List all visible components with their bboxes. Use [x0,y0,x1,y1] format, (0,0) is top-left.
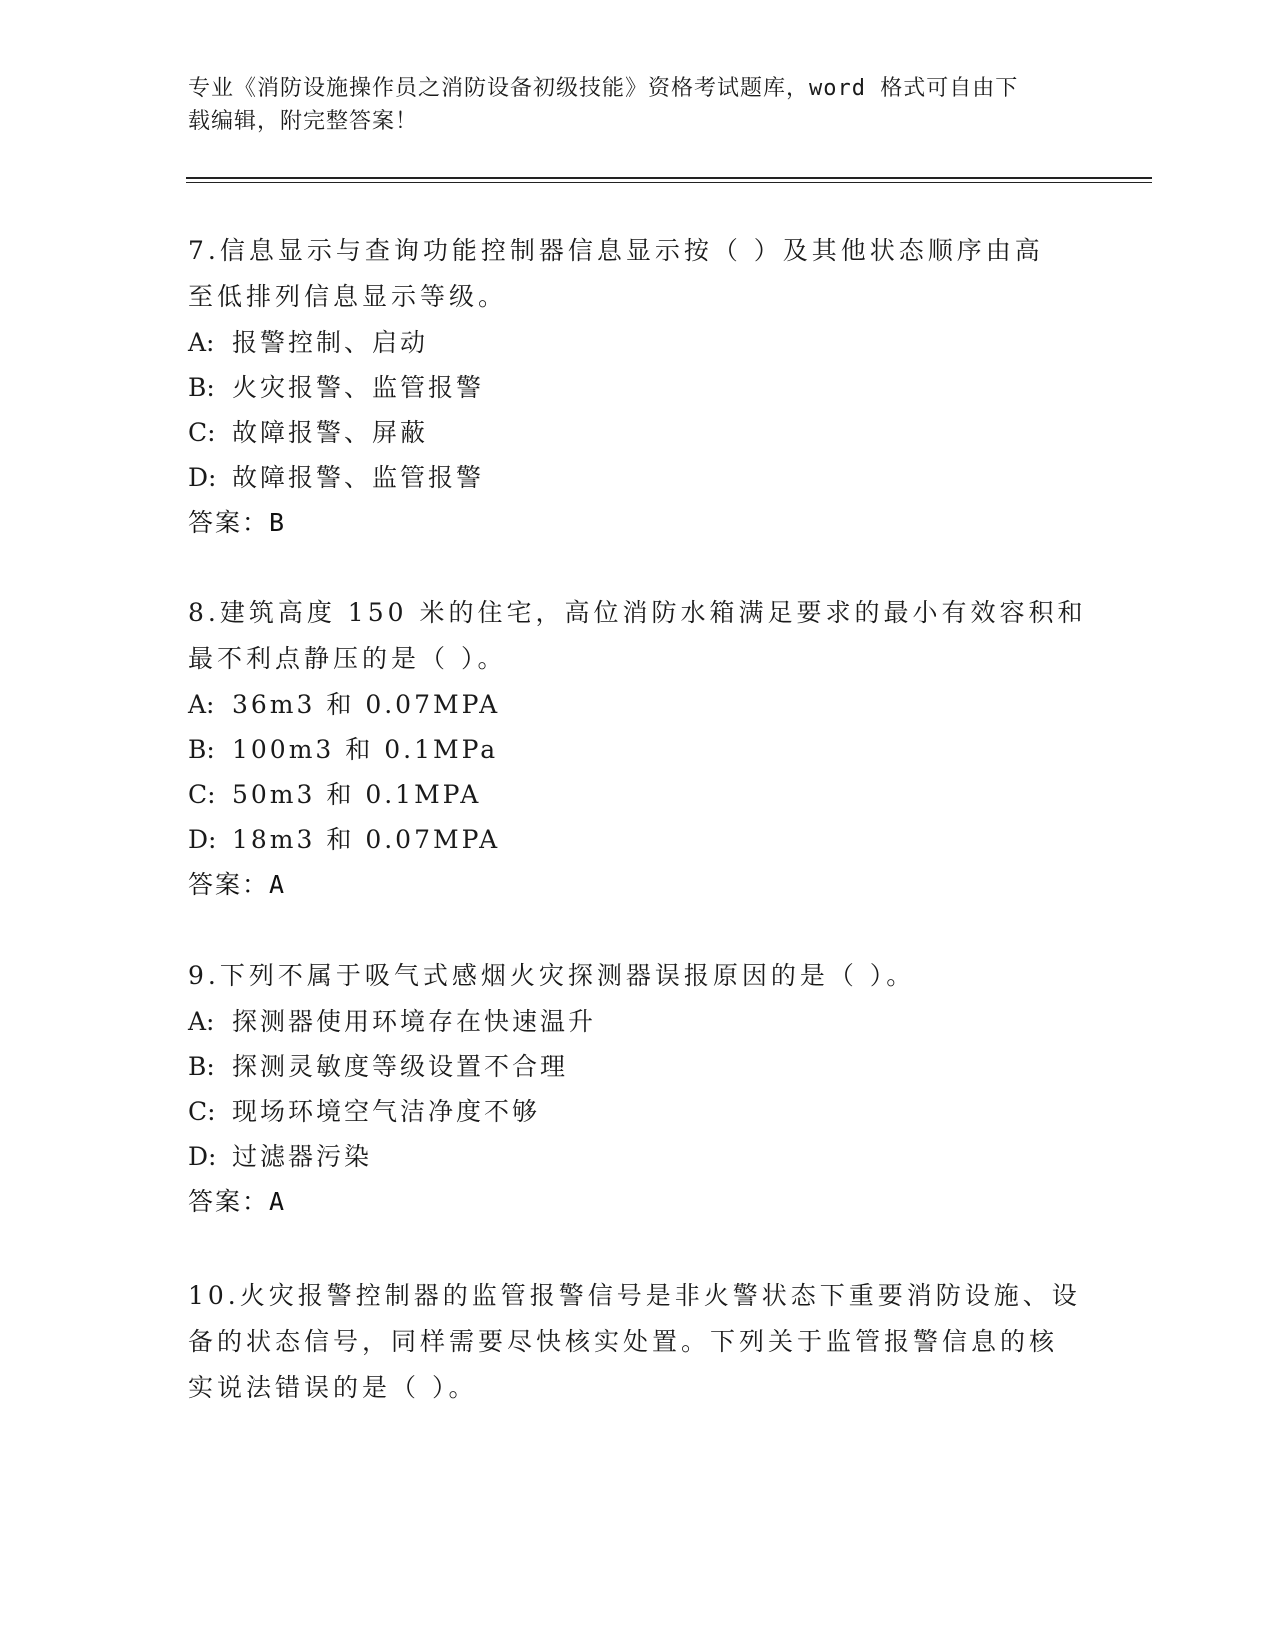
option-letter: C: [188,418,216,447]
stem-line: 9.下列不属于吸气式感烟火灾探测器误报原因的是（ ）。 [188,961,916,990]
question-stem [188,228,1088,320]
option-c [188,1089,1088,1134]
question-10 [188,1273,1088,1411]
document-header [188,72,1068,138]
option-d [188,455,1088,500]
option-text: 36m3 和 0.07MPA [232,690,501,719]
header-divider-thin [186,182,1152,183]
stem-line: 备的状态信号，同样需要尽快核实处置。下列关于监管报警信息的核 [188,1327,1059,1356]
option-letter: D: [188,825,217,854]
option-letter: A: [188,1007,215,1036]
option-letter: D: [188,1142,217,1171]
option-d [188,1134,1088,1179]
question-stem [188,953,1088,999]
option-c [188,410,1088,455]
question-stem [188,590,1088,682]
option-a [188,999,1088,1044]
stem-line: 实说法错误的是（ ）。 [188,1373,478,1402]
option-a [188,320,1088,365]
answer-line [188,500,1088,546]
option-text: 故障报警、监管报警 [232,463,485,492]
option-letter: A: [188,690,215,719]
option-letter: B: [188,373,215,402]
question-stem [188,1273,1088,1411]
answer-value: B [269,508,287,537]
option-text: 50m3 和 0.1MPA [232,780,482,809]
option-text: 火灾报警、监管报警 [232,373,485,402]
option-letter: C: [188,1097,216,1126]
answer-label: 答案： [188,1187,270,1216]
header-divider-thick [186,177,1152,179]
option-b [188,1044,1088,1089]
option-text: 报警控制、启动 [232,328,429,357]
stem-line: 最不利点静压的是（ ）。 [188,644,507,673]
option-b [188,365,1088,410]
header-line-2: 载编辑，附完整答案！ [188,109,419,134]
option-text: 现场环境空气洁净度不够 [232,1097,541,1126]
option-d [188,817,1088,862]
header-line-1: 专业《消防设施操作员之消防设备初级技能》资格考试题库，word 格式可自由下 [188,76,1019,101]
option-text: 探测灵敏度等级设置不合理 [232,1052,569,1081]
option-text: 过滤器污染 [232,1142,373,1171]
answer-value: A [269,1187,287,1216]
option-letter: B: [188,1052,215,1081]
stem-line: 7.信息显示与查询功能控制器信息显示按（ ）及其他状态顺序由高 [188,236,1044,265]
question-8 [188,590,1088,908]
option-text: 18m3 和 0.07MPA [232,825,501,854]
answer-label: 答案： [188,870,270,899]
option-letter: D: [188,463,217,492]
option-c [188,772,1088,817]
answer-line [188,862,1088,908]
option-text: 探测器使用环境存在快速温升 [232,1007,597,1036]
answer-line [188,1179,1088,1225]
option-letter: B: [188,735,215,764]
stem-line: 10.火灾报警控制器的监管报警信号是非火警状态下重要消防设施、设 [188,1281,1081,1310]
option-b [188,727,1088,772]
option-text: 故障报警、屏蔽 [232,418,429,447]
stem-line: 至低排列信息显示等级。 [188,282,508,311]
option-letter: C: [188,780,216,809]
option-a [188,682,1088,727]
question-9 [188,953,1088,1225]
answer-value: A [269,870,287,899]
option-text: 100m3 和 0.1MPa [232,735,499,764]
answer-label: 答案： [188,508,270,537]
stem-line: 8.建筑高度 150 米的住宅，高位消防水箱满足要求的最小有效容积和 [188,598,1087,627]
question-7 [188,228,1088,546]
option-letter: A: [188,328,215,357]
